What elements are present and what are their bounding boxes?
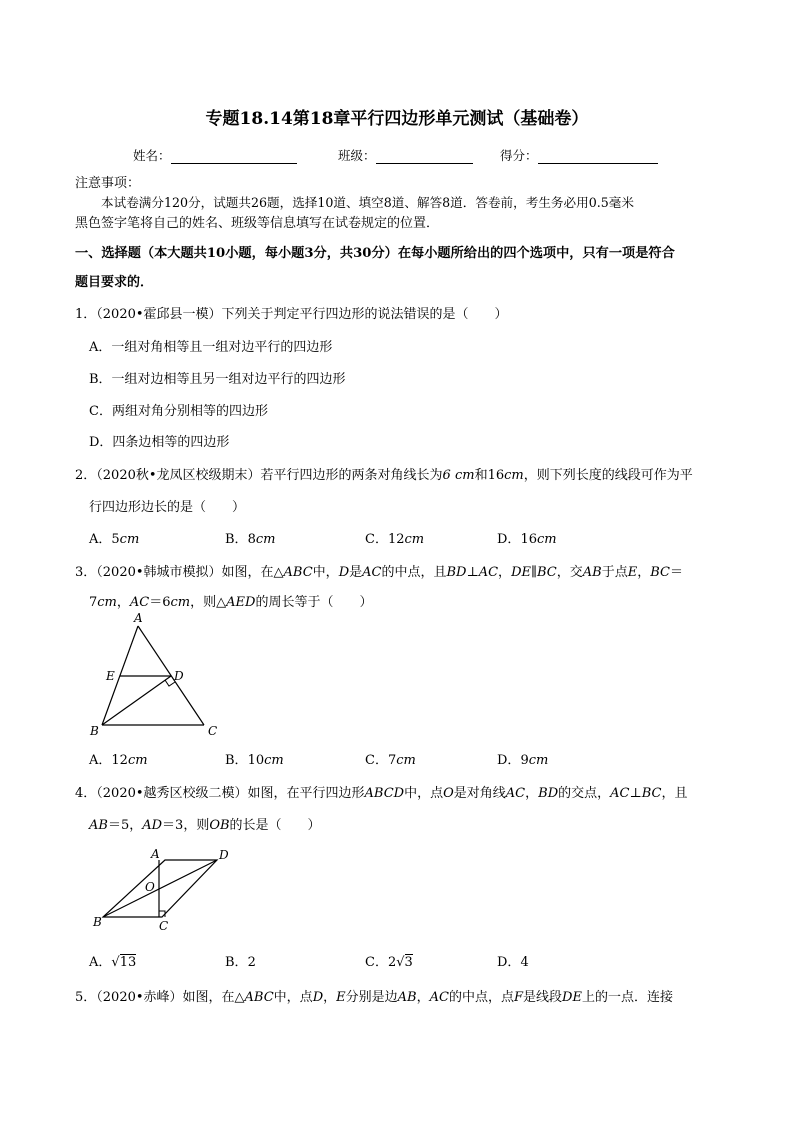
option-label: B．: [225, 532, 248, 547]
option-num: 5: [111, 532, 120, 547]
q2-option-a[interactable]: [89, 528, 139, 547]
option-label: C．: [365, 532, 388, 547]
option-label: D．: [497, 532, 521, 547]
option-label: C．: [365, 753, 388, 768]
q5-text: 5．（2020•赤峰）如图，在△: [75, 990, 245, 1005]
q3-text: ，则△: [190, 595, 227, 610]
q2-option-c[interactable]: [365, 528, 424, 547]
q4-math: AC: [505, 786, 526, 801]
q3-text: 于点: [601, 565, 628, 580]
notes-line-2: 黑色签字笔将自己的姓名、班级等信息填写在试卷规定的位置．: [75, 216, 440, 231]
q4-math: ABCD: [364, 786, 405, 801]
option-label: A．: [89, 532, 112, 547]
option-value: 4: [520, 955, 529, 970]
q5-math: D: [312, 990, 324, 1005]
option-label: C．: [365, 955, 388, 970]
q1-stem: 1．（2020•霍邱县一模）下列关于判定平行四边形的说法错误的是（ ）: [75, 307, 508, 322]
q5-math: E: [336, 990, 346, 1005]
q3-option-b[interactable]: [225, 749, 284, 768]
q2-unit: cm: [454, 468, 475, 483]
name-blank[interactable]: [171, 151, 297, 164]
q2-text: ，则下列长度的线段可作为平: [523, 468, 693, 483]
q4-stem-line-2: [89, 814, 321, 833]
name-field-group[interactable]: [133, 146, 297, 164]
class-blank[interactable]: [376, 151, 473, 164]
coefficient: 2: [387, 955, 397, 970]
q3-math: ABC: [283, 565, 313, 580]
q3-num: 7: [89, 595, 98, 610]
q2-num: 16: [487, 468, 505, 483]
option-unit: cm: [404, 532, 425, 547]
option-num: 12: [387, 532, 405, 547]
label-a: A: [134, 611, 143, 625]
q5-text: 上的一点．连接: [581, 990, 673, 1005]
q3-option-c[interactable]: [365, 749, 416, 768]
label-b: B: [90, 724, 99, 738]
q4-text: ，: [525, 786, 539, 801]
option-num: 9: [520, 753, 529, 768]
option-num: 10: [247, 753, 265, 768]
q2-text: 和: [474, 468, 488, 483]
q3-option-d[interactable]: [497, 749, 548, 768]
q3-math: DE∥BC: [511, 565, 557, 580]
q5-text: 中，点: [273, 990, 313, 1005]
q3-text: 中，: [312, 565, 339, 580]
score-field-group[interactable]: [500, 146, 658, 164]
q3-stem-line-1: [75, 561, 683, 580]
label-d: D: [219, 848, 229, 862]
q4-text: 的长是（ ）: [229, 818, 321, 833]
q3-math: AC: [362, 565, 382, 580]
option-unit: cm: [127, 753, 148, 768]
label-a: A: [151, 847, 160, 861]
option-label: A．: [89, 955, 112, 970]
q4-parallelogram-figure: [85, 842, 245, 934]
q3-text: ，: [116, 595, 130, 610]
label-c: C: [208, 724, 218, 738]
q3-text: 的周长等于（ ）: [255, 595, 373, 610]
q2-option-d[interactable]: [497, 528, 557, 547]
q2-stem-line-1: [75, 464, 693, 483]
q4-text: 的交点，: [558, 786, 611, 801]
option-num: 7: [387, 753, 397, 768]
option-unit: cm: [396, 753, 416, 768]
option-value: 2: [247, 955, 256, 970]
q3-text: ，交: [556, 565, 583, 580]
q5-math: AB: [397, 990, 417, 1005]
q2-text: 2．（2020秋•龙凤区校级期末）若平行四边形的两条对角线长为: [75, 468, 443, 483]
q3-text: 是: [349, 565, 363, 580]
q5-stem-line-1: [75, 986, 673, 1005]
notes-line-1: 本试卷满分120分，试题共26题，选择10道、填空8道、解答8道．答卷前，考生务必用0.5毫米: [101, 195, 634, 210]
label-o: O: [145, 880, 155, 894]
q3-math: D: [338, 565, 350, 580]
class-label: 班级：: [338, 148, 376, 163]
label-c: C: [159, 919, 169, 933]
option-unit: cm: [264, 753, 284, 768]
option-num: 8: [247, 532, 256, 547]
q4-text: ＝5，: [107, 818, 143, 833]
section-heading-line-2: 题目要求的．: [75, 275, 154, 290]
label-d: D: [174, 669, 184, 683]
q4-stem-line-1: [75, 782, 687, 801]
q5-text: ，: [416, 990, 430, 1005]
q4-text: 是对角线: [453, 786, 506, 801]
option-num: 12: [111, 753, 128, 768]
q1-option-a[interactable]: A．一组对角相等且一组对边平行的四边形: [89, 340, 333, 355]
q4-math: AB: [89, 818, 108, 833]
q5-text: 是线段: [523, 990, 563, 1005]
q4-option-c[interactable]: [365, 951, 413, 970]
q3-math: BD⊥AC: [446, 565, 499, 580]
q3-option-a[interactable]: [89, 749, 148, 768]
q1-option-c[interactable]: C．两组对角分别相等的四边形: [89, 404, 268, 419]
q3-text: ＝: [669, 565, 683, 580]
q5-math: ABC: [244, 990, 274, 1005]
q3-text: ，: [637, 565, 651, 580]
q3-math: AB: [582, 565, 602, 580]
option-label: A．: [89, 753, 112, 768]
q1-option-b[interactable]: B．一组对边相等且另一组对边平行的四边形: [89, 372, 346, 387]
diagonal-bd: [103, 860, 217, 917]
q1-option-d[interactable]: D．四条边相等的四边形: [89, 435, 230, 450]
radicand: 13: [119, 955, 137, 970]
q5-text: 分别是边: [345, 990, 398, 1005]
q2-option-b[interactable]: [225, 528, 275, 547]
option-unit: cm: [255, 532, 276, 547]
q5-text: 的中点，点: [448, 990, 514, 1005]
notes-heading: 注意事项：: [75, 176, 141, 191]
radicand: 3: [404, 955, 413, 970]
label-b: B: [93, 915, 102, 929]
q4-text: ，且: [661, 786, 688, 801]
option-unit: cm: [536, 532, 557, 547]
option-label: D．: [497, 753, 521, 768]
q5-math: F: [513, 990, 524, 1005]
q4-math: OB: [209, 818, 230, 833]
q4-option-b[interactable]: [225, 951, 256, 970]
option-label: B．: [225, 753, 248, 768]
q3-text: ＝6: [149, 595, 171, 610]
q4-text: ＝3，则: [162, 818, 210, 833]
segment-bd: [102, 676, 171, 725]
page-title: 专题18.14第18章平行四边形单元测试（基础卷）: [205, 109, 589, 129]
name-label: 姓名：: [133, 148, 171, 163]
q2-unit: cm: [504, 468, 524, 483]
q3-math: BC: [650, 565, 670, 580]
q4-text: 4．（2020•越秀区校级二模）如图，在平行四边形: [75, 786, 365, 801]
q4-math: AD: [142, 818, 163, 833]
score-blank[interactable]: [538, 151, 658, 164]
q3-math: AED: [226, 595, 256, 610]
q4-math: AC⊥BC: [610, 786, 662, 801]
score-label: 得分：: [500, 148, 538, 163]
q5-math: AC: [429, 990, 449, 1005]
q3-unit: cm: [170, 595, 191, 610]
q4-option-a[interactable]: [89, 951, 136, 970]
option-unit: cm: [119, 532, 140, 547]
q4-math: O: [443, 786, 454, 801]
q5-math: DE: [562, 990, 582, 1005]
option-unit: cm: [528, 753, 549, 768]
q2-stem-line-2: 行四边形边长的是（ ）: [89, 500, 246, 515]
sqrt-sign: √: [396, 955, 405, 970]
q3-text: 3．（2020•韩城市模拟）如图，在△: [75, 565, 284, 580]
q4-math: BD: [538, 786, 559, 801]
q4-option-d[interactable]: [497, 951, 529, 970]
sqrt-sign: √: [111, 955, 120, 970]
q2-num: 6: [442, 468, 451, 483]
q5-text: ，: [323, 990, 337, 1005]
option-label: D．: [497, 955, 521, 970]
q4-text: 中，点: [404, 786, 444, 801]
q3-unit: cm: [97, 595, 117, 610]
q3-triangle-figure: [80, 608, 230, 744]
label-e: E: [106, 669, 115, 683]
q3-math: E: [627, 565, 638, 580]
q3-text: ，: [498, 565, 512, 580]
option-label: B．: [225, 955, 248, 970]
q3-text: 的中点，且: [381, 565, 447, 580]
option-num: 16: [520, 532, 537, 547]
section-heading-line-1: 一、选择题（本大题共10小题，每小题3分，共30分）在每小题所给出的四个选项中，只有一项是符合: [75, 246, 675, 261]
class-field-group[interactable]: [338, 146, 473, 164]
q3-math: AC: [129, 595, 150, 610]
